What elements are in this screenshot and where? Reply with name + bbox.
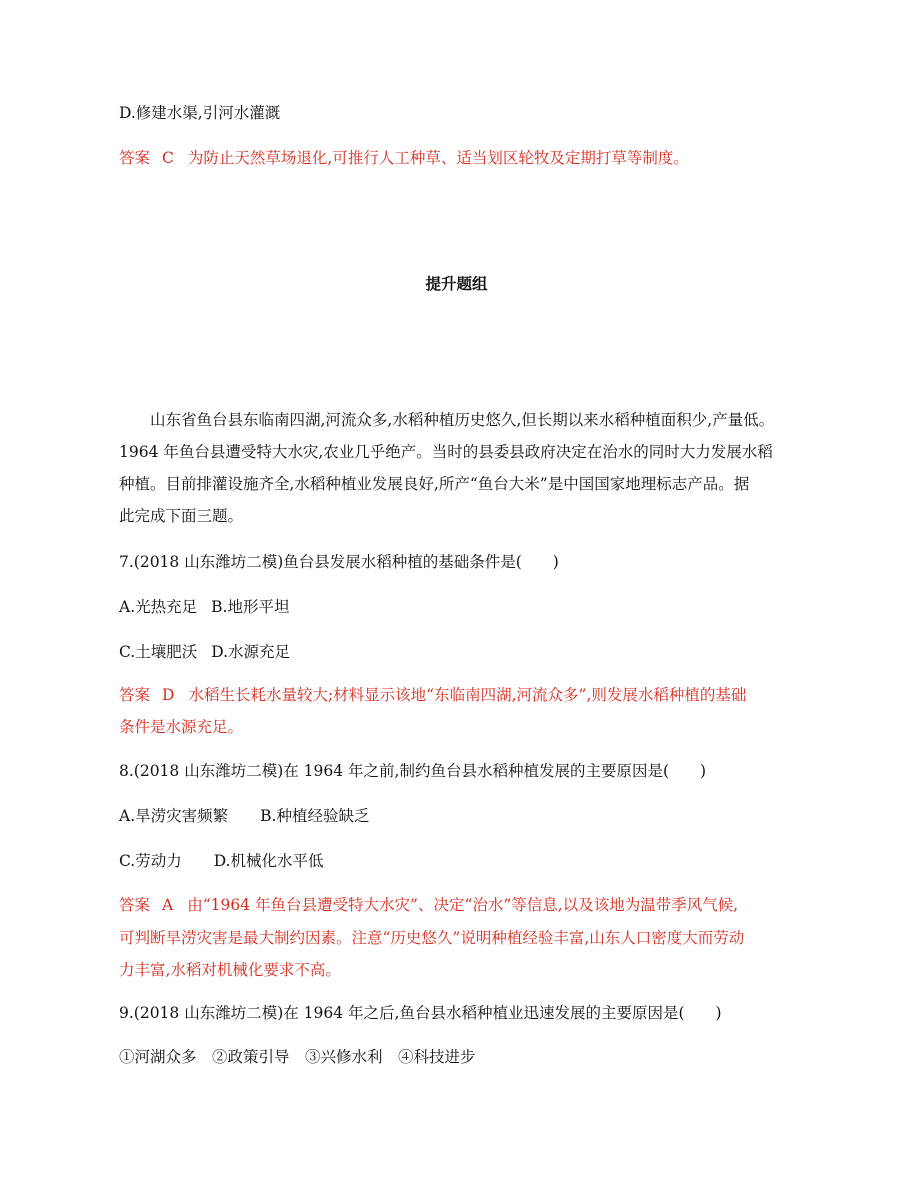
passage-line: 1964 年鱼台县遭受特大水灾,农业几乎绝产。当时的县委县政府决定在治水的同时大力发展水稻 <box>119 443 773 461</box>
q9-stem: 9.(2018 山东潍坊二模)在 1964 年之后,鱼台县水稻种植业迅速发展的主要原因是( ) <box>119 1004 722 1022</box>
q7-option-c: C.土壤肥沃 <box>119 643 198 661</box>
answer-letter: C <box>162 149 174 167</box>
q7-options-ab <box>119 597 289 617</box>
q8-option-d: D.机械化水平低 <box>213 852 324 870</box>
q8-options-cd <box>119 851 324 871</box>
q7-option-b: B.地形平坦 <box>211 598 290 616</box>
passage-line: 此完成下面三题。 <box>119 507 244 525</box>
answer-label: 答案 <box>119 896 151 914</box>
q8-option-a: A.旱涝灾害频繁 <box>119 807 229 825</box>
q7-answer <box>119 685 746 705</box>
q9-options: ①河湖众多 ②政策引导 ③兴修水利 ④科技进步 <box>119 1048 476 1066</box>
prev-answer <box>119 148 689 168</box>
passage-line: 山东省鱼台县东临南四湖,河流众多,水稻种植历史悠久,但长期以来水稻种植面积少,产量低。 <box>150 411 775 429</box>
q7-option-a: A.光热充足 <box>119 598 198 616</box>
q8-answer-cont: 力丰富,水稻对机械化要求不高。 <box>119 961 341 979</box>
q8-option-b: B.种植经验缺乏 <box>260 807 370 825</box>
q8-answer-cont: 可判断旱涝灾害是最大制约因素。注意“历史悠久”说明种植经验丰富,山东人口密度大而劳动 <box>119 929 745 947</box>
answer-letter: A <box>162 896 174 914</box>
answer-letter: D <box>162 686 175 704</box>
answer-text: 由“1964 年鱼台县遭受特大水灾”、决定“治水”等信息,以及该地为温带季风气候, <box>187 896 739 914</box>
q8-options-ab <box>119 806 369 826</box>
prev-option-d: D.修建水渠,引河水灌溉 <box>119 104 281 122</box>
answer-text: 为防止天然草场退化,可推行人工种草、适当划区轮牧及定期打草等制度。 <box>187 149 689 167</box>
answer-text: 水稻生长耗水量较大;材料显示该地“东临南四湖,河流众多”,则发展水稻种植的基础 <box>188 686 747 704</box>
section-title: 提升题组 <box>425 274 488 293</box>
q7-stem: 7.(2018 山东潍坊二模)鱼台县发展水稻种植的基础条件是( ) <box>119 553 559 571</box>
answer-label: 答案 <box>119 149 151 167</box>
q8-answer <box>119 895 738 915</box>
q8-option-c: C.劳动力 <box>119 852 182 870</box>
passage-line: 种植。目前排灌设施齐全,水稻种植业发展良好,所产“鱼台大米”是中国国家地理标志产品。据 <box>119 475 750 493</box>
answer-label: 答案 <box>119 686 151 704</box>
q8-stem: 8.(2018 山东潍坊二模)在 1964 年之前,制约鱼台县水稻种植发展的主要原因是( ) <box>119 762 707 780</box>
q7-option-d: D.水源充足 <box>211 643 291 661</box>
q7-options-cd <box>119 642 290 662</box>
q7-answer-cont: 条件是水源充足。 <box>119 718 244 736</box>
passage <box>119 404 819 532</box>
